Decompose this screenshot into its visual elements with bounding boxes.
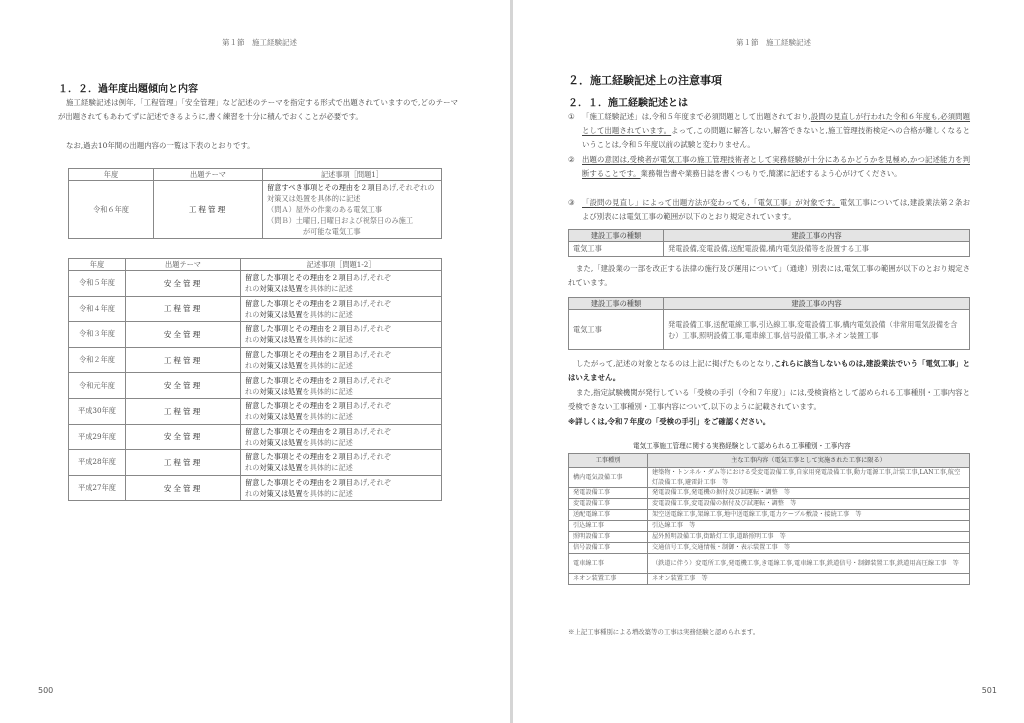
year-cell: 平成27年度: [69, 475, 126, 501]
theme-cell: 安全管理: [126, 322, 241, 348]
table-intro-paragraph: なお,過去10年間の出題内容の一覧は下表のとおりです。: [66, 141, 255, 150]
exam-table-past-years: [68, 258, 442, 501]
requirement-bold: 対策又は処置: [259, 489, 303, 499]
requirement-cell: [241, 322, 442, 348]
requirement-text: れの: [245, 489, 260, 499]
table-row: [569, 554, 970, 574]
content-cell: ネオン装置工事 等: [648, 574, 970, 585]
requirement-text: れの: [245, 412, 260, 422]
requirement-text: あげ,それぞれの対策又は処置を具体的に記述: [267, 183, 435, 203]
item-number: ②: [568, 155, 575, 164]
requirement-text: れの: [245, 284, 260, 294]
list-item: [568, 110, 970, 154]
requirement-text: あげ,それぞ: [352, 324, 392, 334]
item3-underlined-2: 「電気工事」: [749, 198, 796, 207]
col-header-theme: 出題テーマ: [154, 169, 263, 181]
guide-note: [568, 415, 970, 429]
theme-cell: 工程管理: [126, 450, 241, 476]
section-heading-1-2: １．２．過年度出題傾向と内容: [58, 84, 198, 95]
requirement-text: を具体的に記述: [302, 386, 353, 396]
table-caption: 電気工事施工管理に関する実務経験として認められる工事種別・工事内容: [633, 442, 851, 450]
work-types-table: [568, 453, 970, 585]
requirement-text: あげ,それぞ: [352, 401, 392, 411]
guide-note-bold: ※詳しくは,令和７年度の「受検の手引」をご確認ください。: [568, 417, 771, 426]
requirement-bold: 留意した事項とその理由を２項目: [245, 273, 353, 283]
year-cell: 平成28年度: [69, 450, 126, 476]
requirement-text: れの: [245, 309, 260, 319]
theme-cell: 安全管理: [126, 475, 241, 501]
requirement-cell: [241, 450, 442, 476]
item3-text: 電気工事については,建設業法第２条および別表には電気工事の範囲が以下のとおり規定されています。: [582, 198, 970, 222]
table-row: [69, 181, 442, 239]
content-cell: 引込線工事 等: [648, 521, 970, 532]
exam-table-2024: [68, 168, 442, 239]
year-cell: 令和２年度: [69, 347, 126, 373]
requirement-bold: 対策又は処置: [259, 463, 303, 473]
requirement-bold: 留意した事項とその理由を２項目: [245, 478, 353, 488]
requirement-cell: [241, 475, 442, 501]
construction-law-table: [568, 229, 970, 257]
content-cell: 建築物・トンネル・ダム等における受変電設備工事,自家用発電設備工事,動力電源工事,計装工事,LAN工事,航空灯設備工事,避雷針工事 等: [648, 468, 970, 488]
table-row: [69, 475, 442, 501]
list-item: [568, 196, 970, 226]
item3-underlined-3: が対象です。: [795, 198, 840, 207]
requirement-bold: 対策又は処置: [259, 284, 303, 294]
item1-text-a: 「施工経験記述」は,令和５年度まで必須問題として出題されており,: [582, 112, 811, 121]
requirement-text: れの: [245, 463, 260, 473]
requirement-text: れの: [245, 335, 260, 345]
col-header-year: 年度: [69, 259, 126, 271]
requirement-cell: [241, 424, 442, 450]
kind-cell: 発電設備工事: [569, 488, 648, 499]
scope-text: したがって,記述の対象となるのは上記に掲げたものとなり,: [576, 359, 774, 368]
guide-paragraph: また,指定試験機関が発行している「受検の手引（令和７年度）」には,受検資格として認められる工事種別・工事内容と受検できない工事種別・工事内容について,以下のように記載されています。: [568, 388, 970, 412]
theme-cell: 安全管理: [126, 271, 241, 297]
requirement-text: あげ,それぞ: [352, 478, 392, 488]
theme-cell: 工程管理: [126, 347, 241, 373]
requirement-cell: [241, 347, 442, 373]
sub-question-b-line1: （問Ｂ）土曜日,日曜日および祝祭日のみ施工: [267, 216, 414, 225]
requirement-cell: [241, 398, 442, 424]
content-cell: 発電設備,変電設備,送配電設備,構内電気設備等を設置する工事: [664, 242, 970, 257]
intro-paragraph: 施工経験記述は例年,「工程管理」「安全管理」など記述のテーマを指定する形式で出題されていますので,どのテーマが出題されてもあわてずに記述できるように,書く練習を十分に積んでおくことが必要です。: [58, 98, 458, 122]
table-row: [69, 373, 442, 399]
requirement-text: あげ,それぞ: [352, 273, 392, 283]
requirement-bold: 留意した事項とその理由を２項目: [245, 452, 353, 462]
item-number: ①: [568, 112, 575, 121]
table-row: [569, 242, 970, 257]
type-cell: 電気工事: [569, 242, 664, 257]
col-header-content: 建設工事の内容: [664, 230, 970, 242]
notice-paragraph: また,「建設業の一部を改正する法律の施行及び運用について」（通達）別表には,電気工事の範囲が以下のとおり規定されています。: [568, 264, 970, 288]
year-cell: 平成29年度: [69, 424, 126, 450]
section-heading-2: ２．施工経験記述上の注意事項: [568, 74, 722, 87]
year-cell: 令和５年度: [69, 271, 126, 297]
kind-cell: 構内電気設備工事: [569, 468, 648, 488]
requirement-text: あげ,それぞ: [352, 375, 392, 385]
year-cell: 平成30年度: [69, 398, 126, 424]
page-number-right: 501: [981, 686, 997, 695]
col-header-type: 建設工事の種類: [569, 298, 664, 310]
requirement-bold: 対策又は処置: [259, 361, 303, 371]
year-cell: 令和３年度: [69, 322, 126, 348]
year-cell: 令和４年度: [69, 296, 126, 322]
item1-text-b: よって,この問題に解答しない,解答できないと,施工管理技術検定への合格が難しくなるということは,令和５年度以前の試験と変わりません。: [582, 126, 970, 150]
requirement-text: を具体的に記述: [302, 335, 353, 345]
requirement-bold: 留意した事項とその理由を２項目: [245, 298, 353, 308]
col-header-theme: 出題テーマ: [126, 259, 241, 271]
kind-cell: 電車線工事: [569, 554, 648, 574]
kind-cell: 送配電線工事: [569, 510, 648, 521]
theme-cell: 工程管理: [126, 296, 241, 322]
running-head-left: 第１節 施工経験記述: [222, 38, 297, 47]
content-cell: 交通信号工事,交通情報・制御・表示装置工事 等: [648, 543, 970, 554]
content-cell: （鉄道に伴う）変電所工事,発電機工事,き電線工事,電車線工事,鉄道信号・制御装置工事,鉄道用高圧線工事 等: [648, 554, 970, 574]
requirement-text: を具体的に記述: [302, 284, 353, 294]
left-page: [0, 0, 510, 723]
theme-cell: 工程管理: [154, 181, 263, 239]
requirement-text: を具体的に記述: [302, 361, 353, 371]
notice-table: [568, 297, 970, 350]
requirement-text: れの: [245, 361, 260, 371]
requirement-bold: 対策又は処置: [259, 309, 303, 319]
requirement-text: あげ,それぞ: [352, 426, 392, 436]
item-number: ③: [568, 198, 575, 207]
requirement-text: を具体的に記述: [302, 489, 353, 499]
requirement-text: れの: [245, 386, 260, 396]
scope-bold: これらに該当しないものは,建設業法でいう「電気工事」とはいえません。: [568, 359, 971, 383]
table-row: [69, 322, 442, 348]
list-item: [568, 153, 970, 197]
requirement-bold: 留意した事項とその理由を２項目: [245, 426, 353, 436]
requirement-bold: 留意した事項とその理由を２項目: [245, 350, 353, 360]
table-row: [69, 398, 442, 424]
item2-underlined: 出題の意図は,受検者が電気工事の施工管理技術者として実務経験が十分にあるかどうかを見極め,かつ記述能力を判断することです。: [582, 155, 970, 179]
table-row: [569, 468, 970, 488]
theme-cell: 安全管理: [126, 373, 241, 399]
item1-underlined: 設問の見直しが行われた令和６年度も,必須問題として出題されています。: [582, 112, 971, 136]
kind-cell: 信号設備工事: [569, 543, 648, 554]
table-row: [69, 347, 442, 373]
requirement-bold: 対策又は処置: [259, 412, 303, 422]
section-heading-2-1: ２．１．施工経験記述とは: [568, 98, 688, 109]
col-header-type: 建設工事の種類: [569, 230, 664, 242]
table-row: [569, 532, 970, 543]
requirement-cell: [241, 296, 442, 322]
kind-cell: 引込線工事: [569, 521, 648, 532]
table-row: [69, 271, 442, 297]
content-cell: 発電設備工事,送配電線工事,引込線工事,変電設備工事,構内電気設備（非常用電気設備を含む）工事,照明設備工事,電車線工事,信号設備工事,ネオン装置工事: [664, 310, 970, 350]
content-cell: 屋外照明設備工事,街路灯工事,道路照明工事 等: [648, 532, 970, 543]
content-cell: 変電設備工事,変電設備の据付及び試運転・調整 等: [648, 499, 970, 510]
requirement-text: を具体的に記述: [302, 463, 353, 473]
requirement-text: あげ,それぞ: [352, 452, 392, 462]
requirement-text: あげ,それぞ: [352, 298, 392, 308]
requirement-bold: 対策又は処置: [259, 386, 303, 396]
table-row: [569, 574, 970, 585]
kind-cell: 変電設備工事: [569, 499, 648, 510]
table-row: [69, 296, 442, 322]
col-header-requirement: 記述事項［問題1-2］: [241, 259, 442, 271]
right-page: [513, 0, 1024, 723]
sub-question-b-line2: が可能な電気工事: [303, 227, 361, 236]
running-head-right: 第１節 施工経験記述: [736, 38, 811, 47]
content-cell: 発電設備工事,発電機の据付及び試運転・調整 等: [648, 488, 970, 499]
theme-cell: 安全管理: [126, 424, 241, 450]
content-cell: 架空送電線工事,架線工事,地中送電線工事,電力ケーブル敷設・接続工事 等: [648, 510, 970, 521]
page-number-left: 500: [38, 686, 54, 695]
requirement-text: を具体的に記述: [302, 437, 353, 447]
requirement-bold: 留意した事項とその理由を２項目: [245, 324, 353, 334]
requirement-cell: [263, 181, 442, 239]
table-row: [569, 510, 970, 521]
requirement-cell: [241, 373, 442, 399]
kind-cell: 照明設備工事: [569, 532, 648, 543]
requirement-cell: [241, 271, 442, 297]
requirement-bold: 対策又は処置: [259, 437, 303, 447]
item3-underlined-1: 「設問の見直し」によって出題方法が変わっても,: [582, 198, 750, 207]
scope-paragraph: [568, 357, 970, 385]
sub-question-a: （問Ａ）屋外の作業のある電気工事: [267, 205, 383, 214]
requirement-text: あげ,それぞ: [352, 350, 392, 360]
table-row: [569, 543, 970, 554]
requirement-text: を具体的に記述: [302, 309, 353, 319]
theme-cell: 工程管理: [126, 398, 241, 424]
requirement-text: を具体的に記述: [302, 412, 353, 422]
table-row: [569, 499, 970, 510]
col-header-year: 年度: [69, 169, 154, 181]
kind-cell: ネオン装置工事: [569, 574, 648, 585]
table-row: [569, 521, 970, 532]
requirement-bold: 留意した事項とその理由を２項目: [245, 401, 353, 411]
year-cell: 令和元年度: [69, 373, 126, 399]
table-row: [569, 488, 970, 499]
table-row: [69, 424, 442, 450]
table-row: [569, 310, 970, 350]
col-header-content: 建設工事の内容: [664, 298, 970, 310]
col-header-content: 主な工事内容（電気工事として実施された工事に限る）: [648, 454, 970, 468]
col-header-requirement: 記述事項［問題1］: [263, 169, 442, 181]
col-header-kind: 工事種別: [569, 454, 648, 468]
table-footnote: ※上記工事種別による増改築等の工事は実務経験と認められます。: [568, 628, 760, 636]
requirement-bold: 留意すべき事項とその理由を２項目: [267, 183, 382, 192]
requirement-bold: 留意した事項とその理由を２項目: [245, 375, 353, 385]
table-row: [69, 450, 442, 476]
year-cell: 令和６年度: [69, 181, 154, 239]
item2-text: 業務報告書や業務日誌を書くつもりで,簡潔に記述するよう心がけてください。: [640, 169, 902, 179]
requirement-text: れの: [245, 437, 260, 447]
type-cell: 電気工事: [569, 310, 664, 350]
requirement-bold: 対策又は処置: [259, 335, 303, 345]
